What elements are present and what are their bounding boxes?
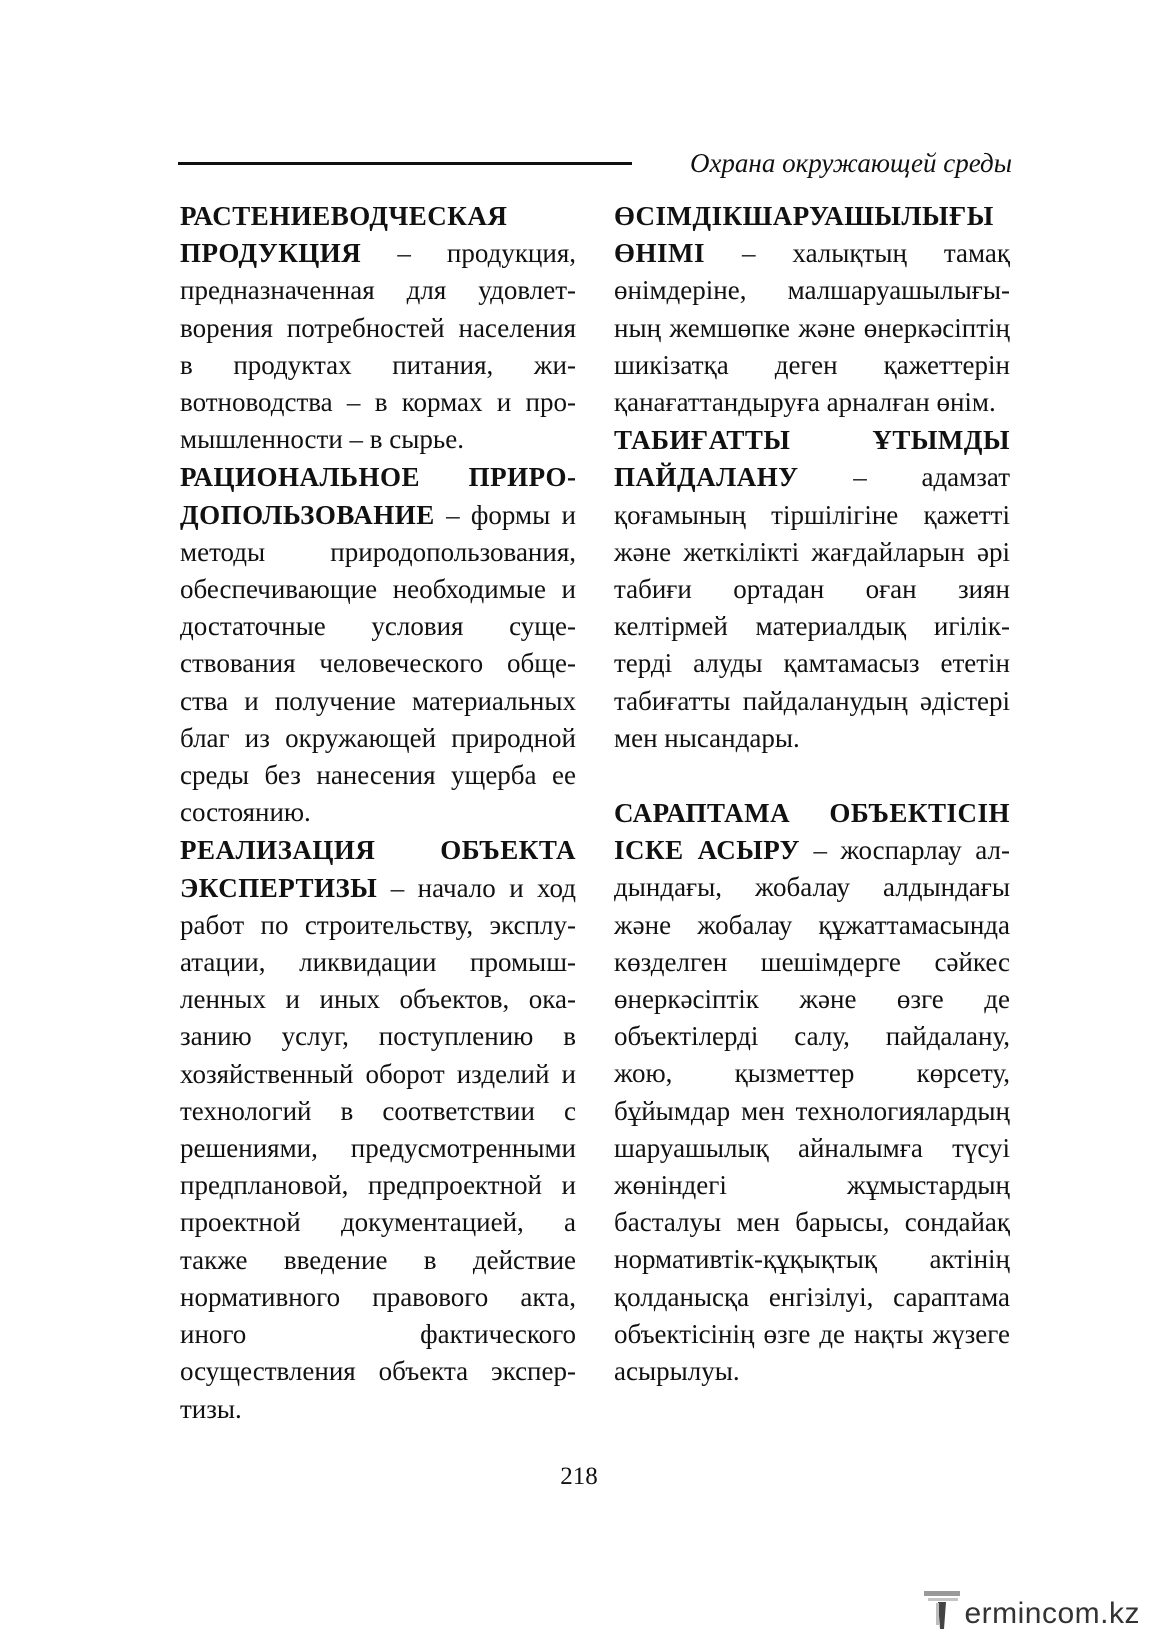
section-title: Охрана окружающей среды [689,148,1012,178]
entry-definition: – продукция, предназначенная для удовлетворения потребностей населения в продуктах питания, животноводства – в кормах и промышленности – в сырье. [180,238,576,455]
entry-term: РАСТЕНИЕВОДЧЕСКАЯ ПРОДУКЦИЯ [180,201,508,269]
running-header [178,146,1012,182]
entry-definition: – халықтың тамақ өнімдеріне, малшаруашылығының жемшөпке және өнеркәсіптің шикізатқа деген қажеттерін қанағаттандыруға арналған өнім. [614,238,1010,418]
entry-term: РЕАЛИЗАЦИЯ ОБЪЕКТА ЭКСПЕРТИЗЫ [180,835,576,903]
header-rule [178,162,632,165]
glossary-entry [614,795,1010,1390]
entry-definition: – начало и ход работ по строительству, эксплуатации, ликвидации промышленных и иных объектов, оказанию услуг, поступлению в хозяйственный оборот изделий и технологий в соответствии с решениями, предусмотренными предплановой, предпроектной и проектной документацией, а также введение в действие нормативного правового акта, иного фактического осуществления объекта экспертизы. [180,872,576,1424]
entry-definition: – адамзат қоғамының тіршілігіне қажетті және жеткілікті жағдайларын әрі табиғи ортадан оған зиян келтірмей материалдық игіліктерді алуды қамтамасыз ететін табиғатты пайдаланудың әдістері мен нысандары. [614,462,1010,753]
entry-term: ТАБИҒАТТЫ ҰТЫМДЫ ПАЙДАЛАНУ [614,425,1010,493]
glossary-entry [614,422,1010,757]
page-number: 218 [560,1463,598,1490]
left-column-russian [180,198,576,1428]
entry-definition: – жоспарлау алдындағы, жобалау алдындағы және жобалау құжаттамасында көзделген шешімдерге сәйкес өнеркәсіптік және өзге де объектілерді салу, пайдалану, жою, қызметтер көрсету, бұйымдар мен технологиялардың шаруашылық айналымға түсуі жөніндегі жұмыстардың басталуы мен барысы, сондайақ нормативтік-құқықтық актінің қолданысқа енгізілуі, сараптама объектісінің өзге де нақты жүзеге асырылуы. [614,835,1010,1387]
glossary-entry [180,459,576,831]
terminkom-t-logo-icon [922,1585,962,1631]
glossary-entry [614,198,1010,421]
watermark-text: ermincom.kz [964,1597,1140,1630]
right-column-kazakh [614,198,1010,1390]
entry-definition: – формы и методы природопользования, обеспечивающие необходимые и достаточные условия существования человеческого общества и получение материальных благ из окружающей природной среды без нанесения ущерба ее состоянию. [180,499,576,828]
glossary-entry [180,832,576,1427]
glossary-entry [180,198,576,458]
site-watermark [922,1579,1140,1631]
entry-term: САРАПТАМА ОБЪЕКТІСІН ІСКЕ АСЫРУ [614,798,1010,866]
entry-term: РАЦИОНАЛЬНОЕ ПРИРОДОПОЛЬЗОВАНИЕ [180,462,576,530]
entry-term: ӨСІМДІКШАРУАШЫЛЫҒЫ ӨНІМІ [614,201,994,269]
